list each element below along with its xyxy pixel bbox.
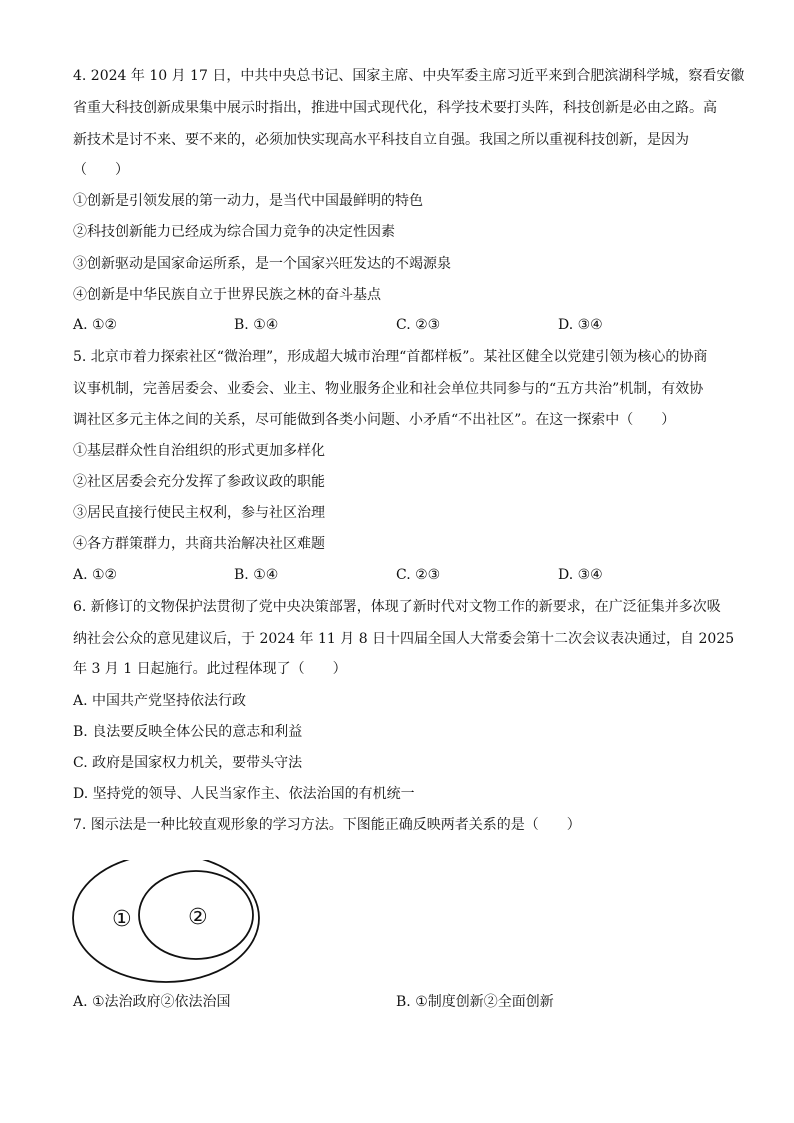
q4-item-2: ②科技创新能力已经成为综合国力竞争的决定性因素 <box>73 224 395 240</box>
outer-label: ① <box>112 907 132 932</box>
q5-option-d[interactable]: D. ③④ <box>558 567 603 583</box>
q7-stem-line-1: 7. 图示法是一种比较直观形象的学习方法。下图能正确反映两者关系的是（ ） <box>73 817 581 833</box>
q6-stem-line-1: 6. 新修订的文物保护法贯彻了党中央决策部署，体现了新时代对文物工作的新要求，在广泛征集并多次吸 <box>73 599 721 615</box>
q4-item-1: ①创新是引领发展的第一动力，是当代中国最鲜明的特色 <box>73 193 423 209</box>
q5-stem-line-3: 调社区多元主体之间的关系，尽可能做到各类小问题、小矛盾“不出社区”。在这一探索中（ ） <box>73 412 676 428</box>
q6-option-c[interactable]: C. 政府是国家权力机关，要带头守法 <box>73 755 303 771</box>
q5-stem-line-2: 议事机制，完善居委会、业委会、业主、物业服务企业和社会单位共同参与的“五方共治”机制，有效协 <box>73 381 704 397</box>
q6-option-d[interactable]: D. 坚持党的领导、人民当家作主、依法治国的有机统一 <box>73 786 415 802</box>
q4-option-a[interactable]: A. ①② <box>73 317 118 333</box>
q4-stem-line-1: 4. 2024 年 10 月 17 日，中共中央总书记、国家主席、中央军委主席习近平来到合肥滨湖科学城，察看安徽 <box>73 68 745 84</box>
q5-option-c[interactable]: C. ②③ <box>396 567 441 583</box>
q4-option-b[interactable]: B. ①④ <box>234 317 279 333</box>
q5-item-2: ②社区居委会充分发挥了参政议政的职能 <box>73 474 325 490</box>
q5-stem-line-1: 5. 北京市着力探索社区“微治理”，形成超大城市治理“首都样板”。某社区健全以党建引领为核心的协商 <box>73 349 708 365</box>
q6-stem-line-3: 年 3 月 1 日起施行。此过程体现了（ ） <box>73 661 347 677</box>
q6-option-b[interactable]: B. 良法要反映全体公民的意志和利益 <box>73 724 303 740</box>
q4-stem-line-3: 新技术是讨不来、要不来的，必须加快实现高水平科技自立自强。我国之所以重视科技创新，是因为 <box>73 132 689 148</box>
q4-answer-blank: （ ） <box>73 162 129 178</box>
q6-stem-line-2: 纳社会公众的意见建议后，于 2024 年 11 月 8 日十四届全国人大常委会第十二次会议表决通过，自 2025 <box>73 631 735 647</box>
q5-option-a[interactable]: A. ①② <box>73 567 118 583</box>
q4-item-3: ③创新驱动是国家命运所系，是一个国家兴旺发达的不竭源泉 <box>73 256 451 272</box>
q5-item-4: ④各方群策群力，共商共治解决社区难题 <box>73 536 325 552</box>
q4-item-4: ④创新是中华民族自立于世界民族之林的奋斗基点 <box>73 287 381 303</box>
q7-option-b[interactable]: B. ①制度创新②全面创新 <box>396 994 554 1010</box>
venn-diagram <box>70 860 270 990</box>
inner-label: ② <box>188 905 208 930</box>
q5-item-3: ③居民直接行使民主权利，参与社区治理 <box>73 505 325 521</box>
q4-option-c[interactable]: C. ②③ <box>396 317 441 333</box>
q7-option-a[interactable]: A. ①法治政府②依法治国 <box>73 994 231 1010</box>
q4-stem-line-2: 省重大科技创新成果集中展示时指出，推进中国式现代化，科学技术要打头阵，科技创新是必由之路。高 <box>73 100 717 116</box>
q4-option-d[interactable]: D. ③④ <box>558 317 603 333</box>
q5-option-b[interactable]: B. ①④ <box>234 567 279 583</box>
q5-item-1: ①基层群众性自治组织的形式更加多样化 <box>73 443 325 459</box>
q6-option-a[interactable]: A. 中国共产党坚持依法行政 <box>73 693 247 709</box>
